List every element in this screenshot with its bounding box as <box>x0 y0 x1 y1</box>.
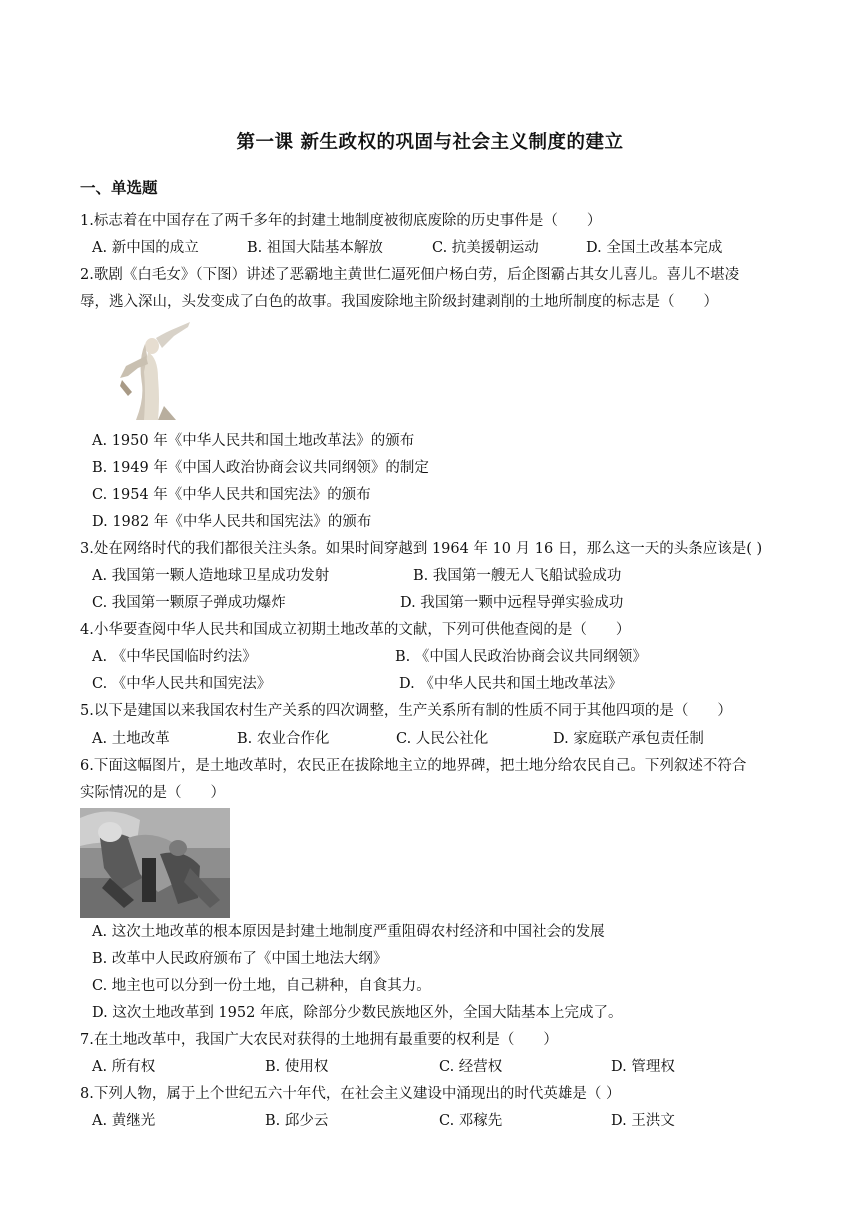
q7-option-d: D. 管理权 <box>611 1059 675 1075</box>
white-haired-girl-photo <box>118 322 194 422</box>
question-5-stem: 5.以下是建国以来我国农村生产关系的四次调整，生产关系所有制的性质不同于其他四项的是（ ） <box>80 703 732 719</box>
question-7-stem: 7.在土地改革中，我国广大农民对获得的土地拥有最重要的权利是（ ） <box>80 1032 558 1048</box>
q7-option-c: C. 经营权 <box>439 1059 503 1075</box>
q2-option-d: D. 1982 年《中华人民共和国宪法》的颁布 <box>92 514 372 530</box>
land-reform-photo <box>80 808 230 918</box>
q1-option-a: A. 新中国的成立 <box>92 240 199 256</box>
q1-option-b: B. 祖国大陆基本解放 <box>247 240 383 256</box>
q3-option-c: C. 我国第一颗原子弹成功爆炸 <box>92 595 286 611</box>
q4-option-a: A. 《中华民国临时约法》 <box>92 649 257 665</box>
q2-option-c: C. 1954 年《中华人民共和国宪法》的颁布 <box>92 487 371 503</box>
question-6-stem-line-1: 6.下面这幅图片，是土地改革时，农民正在拔除地主立的地界碑，把土地分给农民自己。下列叙述不符合 <box>80 758 747 774</box>
q8-option-a: A. 黄继光 <box>92 1113 156 1129</box>
q7-option-b: B. 使用权 <box>265 1059 329 1075</box>
q6-option-b: B. 改革中人民政府颁布了《中国土地法大纲》 <box>92 951 388 967</box>
question-3-stem: 3.处在网络时代的我们都很关注头条。如果时间穿越到 1964 年 10 月 16 日，那么这一天的头条应该是( ) <box>80 541 763 557</box>
page-title: 第一课 新生政权的巩固与社会主义制度的建立 <box>236 132 624 153</box>
q4-option-c: C. 《中华人民共和国宪法》 <box>92 676 272 692</box>
q6-option-d: D. 这次土地改革到 1952 年底，除部分少数民族地区外，全国大陆基本上完成了。 <box>92 1005 623 1021</box>
q3-option-a: A. 我国第一颗人造地球卫星成功发射 <box>92 568 330 584</box>
question-8-stem: 8.下列人物，属于上个世纪五六十年代，在社会主义建设中涌现出的时代英雄是（ ） <box>80 1086 621 1102</box>
question-2-stem-line-2: 辱，逃入深山，头发变成了白色的故事。我国废除地主阶级封建剥削的土地所制度的标志是（ ） <box>80 294 718 310</box>
question-2-stem-line-1: 2.歌剧《白毛女》（下图）讲述了恶霸地主黄世仁逼死佃户杨白劳，后企图霸占其女儿喜儿。喜儿不堪凌 <box>80 267 740 283</box>
q3-option-d: D. 我国第一颗中远程导弹实验成功 <box>400 595 624 611</box>
q1-option-d: D. 全国土改基本完成 <box>586 240 723 256</box>
q4-option-b: B. 《中国人民政治协商会议共同纲领》 <box>395 649 647 665</box>
q6-option-c: C. 地主也可以分到一份土地，自己耕种，自食其力。 <box>92 978 431 994</box>
q5-option-b: B. 农业合作化 <box>237 731 330 747</box>
section-heading: 一、单选题 <box>80 179 158 197</box>
q2-option-b: B. 1949 年《中国人政治协商会议共同纲领》的制定 <box>92 460 429 476</box>
q5-option-a: A. 土地改革 <box>92 731 170 747</box>
q7-option-a: A. 所有权 <box>92 1059 156 1075</box>
q6-option-a: A. 这次土地改革的根本原因是封建土地制度严重阻碍农村经济和中国社会的发展 <box>92 924 605 940</box>
question-1-stem: 1.标志着在中国存在了两千多年的封建土地制度被彻底废除的历史事件是（ ） <box>80 213 602 229</box>
q5-option-c: C. 人民公社化 <box>396 731 489 747</box>
q4-option-d: D. 《中华人民共和国土地改革法》 <box>399 676 623 692</box>
q2-option-a: A. 1950 年《中华人民共和国土地改革法》的颁布 <box>92 433 415 449</box>
q1-option-c: C. 抗美援朝运动 <box>432 240 539 256</box>
question-4-stem: 4.小华要查阅中华人民共和国成立初期土地改革的文献，下列可供他查阅的是（ ） <box>80 622 631 638</box>
q8-option-c: C. 邓稼先 <box>439 1113 503 1129</box>
question-6-stem-line-2: 实际情况的是（ ） <box>80 785 225 801</box>
q5-option-d: D. 家庭联产承包责任制 <box>553 731 704 747</box>
q3-option-b: B. 我国第一艘无人飞船试验成功 <box>413 568 622 584</box>
q8-option-d: D. 王洪文 <box>611 1113 675 1129</box>
q8-option-b: B. 邱少云 <box>265 1113 329 1129</box>
